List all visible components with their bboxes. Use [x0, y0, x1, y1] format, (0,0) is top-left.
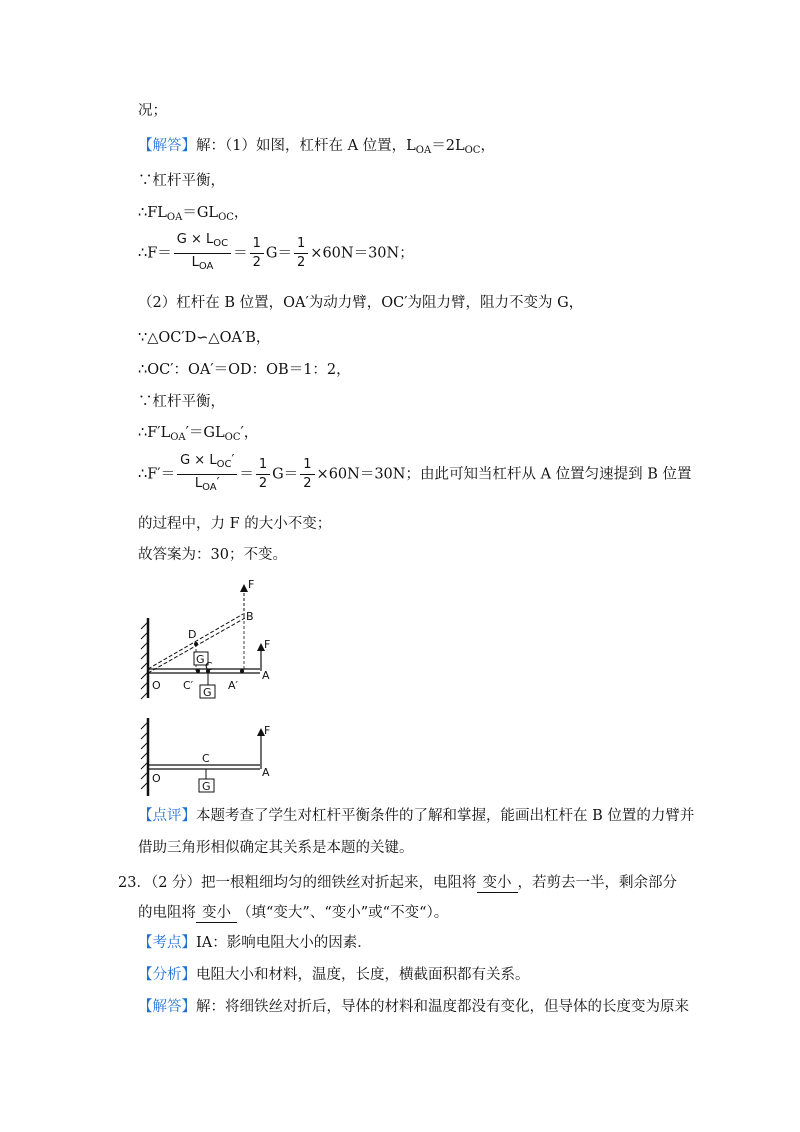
fraction: $\frac{1}{2}$	[300, 456, 314, 493]
fig1-label: B	[246, 610, 254, 623]
fig2-label: O	[152, 772, 161, 785]
comment-line-2: 借助三角形相似确定其关系是本题的关键。	[138, 840, 414, 856]
fraction: $\frac{1}{2}$	[250, 235, 264, 272]
fig1-label: A′	[228, 679, 239, 692]
fig1-label: A	[262, 669, 270, 682]
jieda-line: 【解答】解：将细铁丝对折后，导体的材料和温度都没有变化，但导体的长度变为原来	[138, 999, 689, 1015]
fraction: $\frac{G \times L_{OC}'}{L_{OA}'}$	[177, 452, 237, 497]
text-line: （2）杠杆在 B 位置，OA′为动力臂，OC′为阻力臂，阻力不变为 G，	[138, 295, 584, 311]
fig1-label: F	[248, 578, 255, 591]
text-line: ∵杠杆平衡，	[138, 173, 225, 189]
fraction: $\frac{G \times L_{OC}}{L_{OA}}$	[174, 231, 231, 276]
fig1-label: C	[205, 660, 213, 673]
fraction-equation-2: ∴F′＝ $\frac{G \times L_{OC}'}{L_{OA}'}$ ＝ $\frac{1}{2}$ G＝ $\frac{1}{2}$ ×60N＝30N；由此可知当杠杆从 A 位置匀速提到 B 位置	[138, 452, 692, 497]
equation-line: $\therefore F'L_{OA}'=GL_{OC}'$，	[138, 425, 259, 443]
question-23-line-2: 的电阻将 变小 （填“变大”、“变小”或“不变“）。	[138, 905, 449, 921]
fig1-label: C′	[183, 679, 194, 692]
equation-line: $\therefore FL_{OA}=GL_{OC}$，	[138, 205, 249, 223]
fig1-label: F	[264, 638, 271, 651]
fig1-label: G	[203, 686, 212, 699]
text-line: 况；	[138, 103, 167, 119]
fig1-label: D	[188, 628, 197, 641]
comment-tag: 【点评】	[138, 808, 196, 824]
kaodian-tag: 【考点】	[138, 935, 196, 951]
answer-line-1: 【解答】解：（1）如图，杠杆在 A 位置，$L_{OA}=2L_{OC}$，	[138, 138, 495, 156]
answer-blank-1: 变小	[477, 874, 518, 893]
comment-line-1: 【点评】本题考查了学生对杠杆平衡条件的了解和掌握，能画出杠杆在 B 位置的力臂并	[138, 808, 695, 824]
fraction: $\frac{1}{2}$	[256, 456, 270, 493]
jieda-tag: 【解答】	[138, 999, 196, 1015]
lever-diagram-1	[136, 578, 286, 700]
fraction: $\frac{1}{2}$	[294, 235, 308, 272]
fig2-label: C	[202, 752, 210, 765]
text-line: 的过程中，力 F 的大小不变；	[138, 516, 332, 532]
fenxi-tag: 【分析】	[138, 967, 196, 983]
question-23-line-1: 23．（2 分）把一根粗细均匀的细铁丝对折起来，电阻将 变小 ，若剪去一半，剩余部分	[118, 875, 678, 891]
fig2-label: A	[262, 766, 270, 779]
answer-tag: 【解答】	[138, 138, 196, 154]
fig1-label: O	[152, 679, 161, 692]
text-line: ∴OC′：OA′＝OD：OB＝1：2，	[138, 362, 351, 378]
fig2-label: F	[264, 724, 271, 737]
text-line: ∵杠杆平衡，	[138, 394, 225, 410]
kaodian-line: 【考点】IA：影响电阻大小的因素．	[138, 935, 372, 951]
fraction-equation-1: ∴F＝ $\frac{G \times L_{OC}}{L_{OA}}$ ＝ $\frac{1}{2}$ G＝ $\frac{1}{2}$ ×60N＝30N；	[138, 231, 414, 276]
fig2-label: G	[202, 780, 211, 793]
text-line: 故答案为：30；不变。	[138, 547, 287, 563]
text-line: ∵△OC′D∽△OA′B，	[138, 330, 271, 346]
answer-blank-2: 变小	[196, 904, 237, 923]
fenxi-line: 【分析】电阻大小和材料，温度，长度，横截面积都有关系。	[138, 967, 530, 983]
lever-diagram-2	[136, 716, 286, 798]
fig1-label: G	[196, 653, 205, 666]
